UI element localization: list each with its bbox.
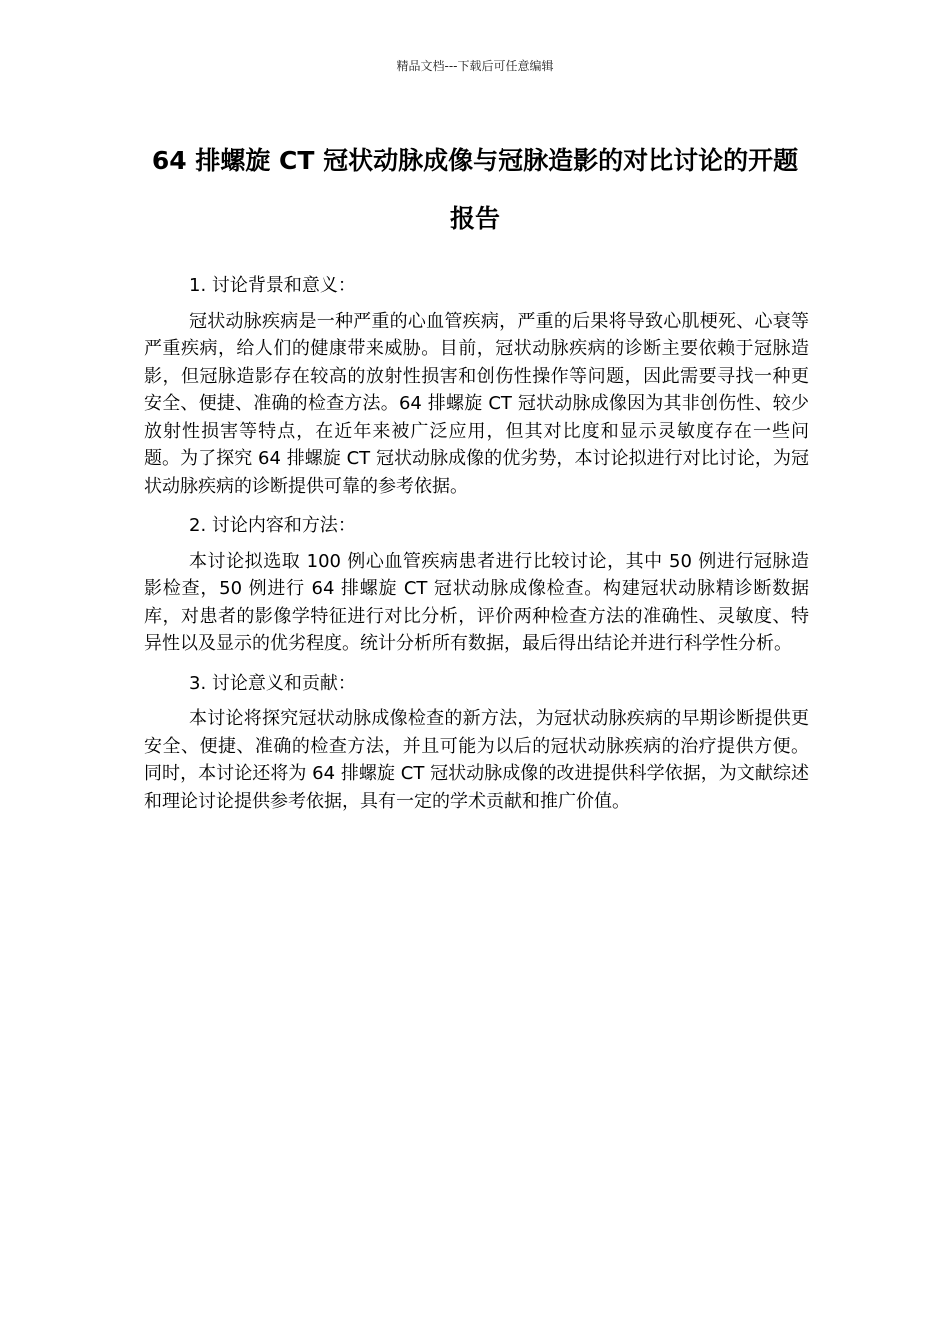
section-heading-significance: 3. 讨论意义和贡献：: [189, 672, 356, 694]
section-paragraph-background: 冠状动脉疾病是一种严重的心血管疾病，严重的后果将导致心肌梗死、心衰等严重疾病，给人们的健康带来威胁。目前，冠状动脉疾病的诊断主要依赖于冠脉造影，但冠脉造影存在较高的放射性损害和创伤性操作等问题，因此需要寻找一种更安全、便捷、准确的检查方法。64 排螺旋 CT 冠状动脉成像因为其非创伤性、较少放射性损害等特点，在近年来被广泛应用，但其对比度和显示灵敏度存在一些问题。为了探究 64 排螺旋 CT 冠状动脉成像的优劣势，本讨论拟进行对比讨论，为冠状动脉疾病的诊断提供可靠的参考依据。: [144, 310, 809, 497]
section-heading-background: 1. 讨论背景和意义：: [189, 275, 356, 296]
section-paragraph-significance: 本讨论将探究冠状动脉成像检查的新方法，为冠状动脉疾病的早期诊断提供更安全、便捷、准确的检查方法，并且可能为以后的冠状动脉疾病的治疗提供方便。同时，本讨论还将为 64 排螺旋 CT 冠状动脉成像的改进提供科学依据，为文献综述和理论讨论提供参考依据，具有一定的学术贡献和推广价值。: [144, 708, 809, 812]
section-heading-methods: 2. 讨论内容和方法：: [189, 515, 356, 536]
section-paragraph-methods: 本讨论拟选取 100 例心血管疾病患者进行比较讨论，其中 50 例进行冠脉造影检查，50 例进行 64 排螺旋 CT 冠状动脉成像检查。构建冠状动脉精诊断数据库，对患者的影像学特征进行对比分析，评价两种检查方法的准确性、灵敏度、特异性以及显示的优劣程度。统计分析所有数据，最后得出结论并进行科学性分析。: [144, 550, 809, 654]
section-background: [144, 272, 809, 500]
section-methods: [144, 512, 809, 658]
document-body: [144, 272, 809, 823]
header-note: 精品文档---下载后可任意编辑: [396, 59, 554, 73]
section-significance: [144, 670, 809, 816]
document-title: 64 排螺旋 CT 冠状动脉成像与冠脉造影的对比讨论的开题报告: [151, 146, 799, 233]
